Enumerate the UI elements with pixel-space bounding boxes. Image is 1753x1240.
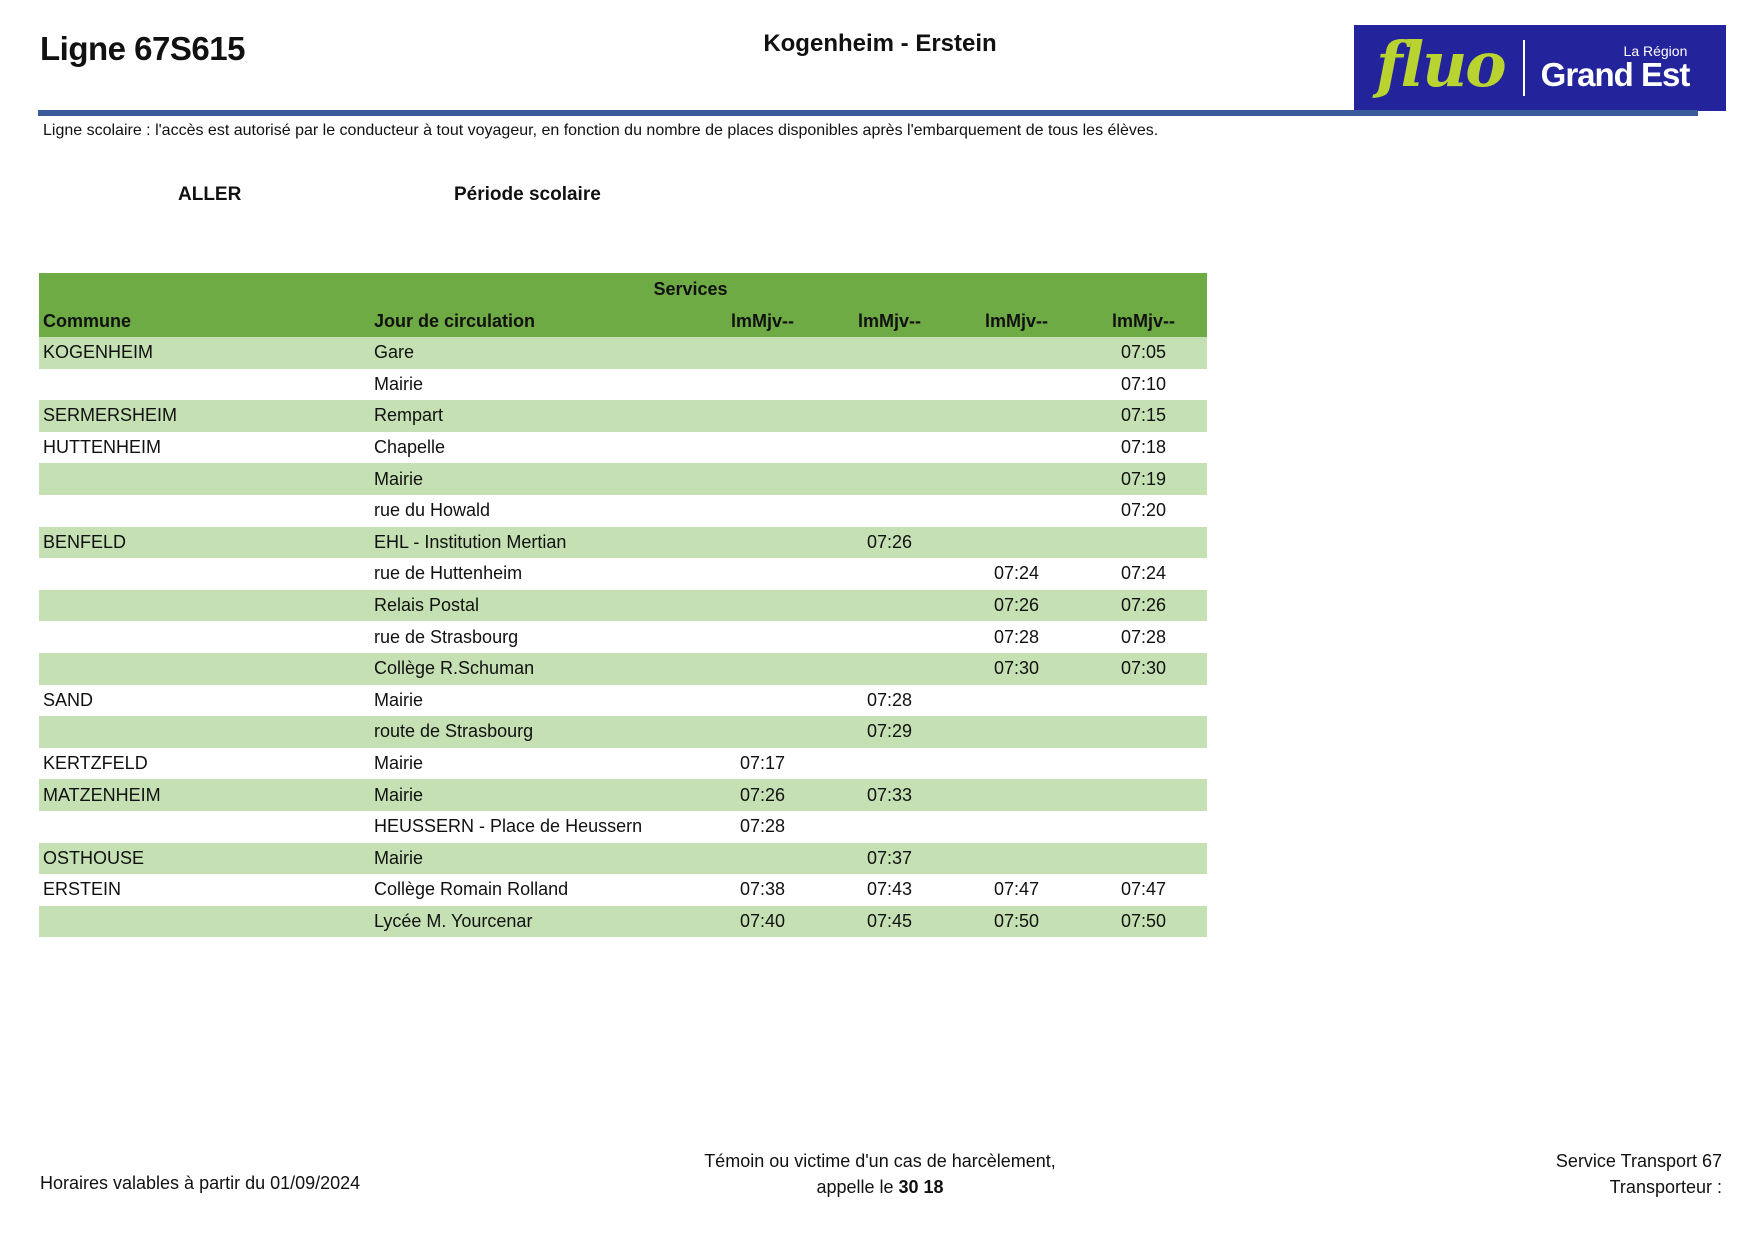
time-cell: 07:33 bbox=[866, 784, 913, 805]
time-cell bbox=[953, 400, 1080, 432]
table-row bbox=[39, 906, 1207, 938]
time-cell bbox=[699, 369, 826, 401]
fluo-logo-text: fluo bbox=[1376, 28, 1505, 101]
stop-cell: Relais Postal bbox=[374, 595, 480, 616]
time-cell: 07:28 bbox=[993, 626, 1040, 647]
stop-cell: rue de Huttenheim bbox=[374, 563, 523, 584]
table-row bbox=[39, 653, 1207, 685]
time-cell bbox=[1080, 527, 1207, 559]
time-cell bbox=[699, 590, 826, 622]
time-cell bbox=[953, 685, 1080, 717]
time-cell bbox=[826, 495, 953, 527]
time-cell: 07:26 bbox=[739, 784, 786, 805]
time-cell bbox=[953, 811, 1080, 843]
time-cell bbox=[699, 527, 826, 559]
time-cell bbox=[1080, 685, 1207, 717]
time-cell: 07:29 bbox=[866, 721, 913, 742]
commune-cell bbox=[39, 811, 374, 843]
time-cell bbox=[826, 558, 953, 590]
time-cell bbox=[953, 432, 1080, 464]
service-day-header: lmMjv-- bbox=[985, 310, 1048, 331]
time-cell bbox=[826, 621, 953, 653]
table-row bbox=[39, 463, 1207, 495]
table-row bbox=[39, 685, 1207, 717]
time-cell bbox=[953, 843, 1080, 875]
services-header-row bbox=[39, 273, 1207, 305]
time-cell: 07:26 bbox=[866, 531, 913, 552]
line-title: Ligne 67S615 bbox=[40, 30, 245, 67]
validity-date: Horaires valables à partir du 01/09/2024 bbox=[40, 1173, 361, 1193]
route-title: Kogenheim - Erstein bbox=[763, 30, 997, 57]
time-cell bbox=[953, 463, 1080, 495]
stop-cell: route de Strasbourg bbox=[374, 721, 534, 742]
time-cell: 07:50 bbox=[1120, 910, 1167, 931]
time-cell bbox=[699, 621, 826, 653]
time-cell bbox=[699, 463, 826, 495]
carrier-label: Transporteur : bbox=[1609, 1177, 1722, 1197]
services-header bbox=[39, 273, 1207, 305]
stop-column-header: Jour de circulation bbox=[374, 310, 536, 331]
timetable bbox=[39, 273, 1207, 937]
table-row bbox=[39, 558, 1207, 590]
time-cell: 07:30 bbox=[993, 658, 1040, 679]
table-row bbox=[39, 495, 1207, 527]
time-cell: 07:26 bbox=[993, 595, 1040, 616]
stop-cell: EHL - Institution Mertian bbox=[374, 531, 567, 552]
stop-cell: Gare bbox=[374, 342, 415, 363]
time-cell: 07:26 bbox=[1120, 595, 1167, 616]
time-cell: 07:20 bbox=[1120, 500, 1167, 521]
harassment-helpline bbox=[640, 1148, 1120, 1200]
table-row bbox=[39, 432, 1207, 464]
commune-column-header: Commune bbox=[43, 310, 132, 331]
service-day-header: lmMjv-- bbox=[858, 310, 921, 331]
region-logo-small: La Région bbox=[1623, 42, 1688, 59]
time-cell: 07:45 bbox=[866, 910, 913, 931]
service-name: Service Transport 67 bbox=[1555, 1151, 1722, 1171]
commune-cell: HUTTENHEIM bbox=[43, 437, 161, 458]
school-line-notice: Ligne scolaire : l'accès est autorisé par le conducteur à tout voyageur, en fonction du nombre de places disponibles après l'embarquement de tous les élèves. bbox=[43, 122, 1159, 139]
period-label: Période scolaire bbox=[454, 184, 601, 205]
commune-cell: KOGENHEIM bbox=[43, 342, 154, 363]
time-cell: 07:19 bbox=[1120, 468, 1167, 489]
table-row bbox=[39, 779, 1207, 811]
time-cell bbox=[1080, 716, 1207, 748]
time-cell: 07:15 bbox=[1120, 405, 1167, 426]
time-cell bbox=[953, 527, 1080, 559]
time-cell bbox=[953, 779, 1080, 811]
region-logo bbox=[1541, 44, 1690, 93]
time-cell bbox=[826, 369, 953, 401]
time-cell: 07:28 bbox=[739, 816, 786, 837]
time-cell bbox=[953, 748, 1080, 780]
time-cell bbox=[699, 495, 826, 527]
time-cell: 07:28 bbox=[1120, 626, 1167, 647]
table-row bbox=[39, 337, 1207, 369]
region-logo-big: Grand Est bbox=[1540, 55, 1690, 93]
time-cell: 07:47 bbox=[993, 879, 1040, 900]
stop-cell: Mairie bbox=[374, 847, 424, 868]
table-row bbox=[39, 400, 1207, 432]
time-cell bbox=[953, 716, 1080, 748]
time-cell bbox=[826, 432, 953, 464]
time-cell bbox=[826, 400, 953, 432]
commune-cell bbox=[39, 369, 374, 401]
commune-cell: BENFELD bbox=[43, 531, 127, 552]
commune-cell: SAND bbox=[43, 689, 94, 710]
stop-cell: Mairie bbox=[374, 784, 424, 805]
stop-cell: Lycée M. Yourcenar bbox=[374, 910, 533, 931]
time-cell: 07:43 bbox=[866, 879, 913, 900]
time-cell: 07:18 bbox=[1120, 437, 1167, 458]
time-cell bbox=[953, 495, 1080, 527]
table-row bbox=[39, 527, 1207, 559]
time-cell: 07:24 bbox=[993, 563, 1040, 584]
services-label: Services bbox=[653, 278, 728, 299]
table-row bbox=[39, 748, 1207, 780]
harassment-text: Témoin ou victime d'un cas de harcèlement, bbox=[704, 1151, 1056, 1171]
table-row bbox=[39, 621, 1207, 653]
time-cell: 07:50 bbox=[993, 910, 1040, 931]
table-row bbox=[39, 874, 1207, 906]
time-cell bbox=[1080, 748, 1207, 780]
commune-cell: OSTHOUSE bbox=[43, 847, 145, 868]
time-cell bbox=[826, 748, 953, 780]
commune-cell bbox=[39, 906, 374, 938]
time-cell bbox=[699, 558, 826, 590]
time-cell: 07:38 bbox=[739, 879, 786, 900]
table-row bbox=[39, 811, 1207, 843]
timetable-body bbox=[39, 337, 1207, 937]
stop-cell: Chapelle bbox=[374, 437, 446, 458]
time-cell: 07:24 bbox=[1120, 563, 1167, 584]
service-day-header: lmMjv-- bbox=[731, 310, 794, 331]
time-cell: 07:10 bbox=[1120, 373, 1167, 394]
table-row bbox=[39, 369, 1207, 401]
time-cell bbox=[699, 337, 826, 369]
harassment-call-prefix: appelle le bbox=[816, 1177, 899, 1197]
time-cell: 07:05 bbox=[1120, 342, 1167, 363]
logo-separator bbox=[1523, 40, 1525, 96]
column-header-row bbox=[39, 305, 1207, 337]
fluo-grand-est-logo bbox=[1354, 25, 1726, 111]
time-cell bbox=[826, 653, 953, 685]
commune-cell bbox=[39, 590, 374, 622]
stop-cell: Mairie bbox=[374, 689, 424, 710]
commune-cell bbox=[39, 495, 374, 527]
stop-cell: rue du Howald bbox=[374, 500, 491, 521]
harassment-call-line bbox=[640, 1174, 1120, 1200]
time-cell: 07:47 bbox=[1120, 879, 1167, 900]
time-cell bbox=[699, 400, 826, 432]
commune-cell: KERTZFELD bbox=[43, 753, 148, 774]
commune-cell bbox=[39, 463, 374, 495]
commune-cell: MATZENHEIM bbox=[43, 784, 161, 805]
service-day-header: lmMjv-- bbox=[1112, 310, 1175, 331]
time-cell: 07:28 bbox=[866, 689, 913, 710]
time-cell bbox=[1080, 843, 1207, 875]
commune-cell bbox=[39, 716, 374, 748]
time-cell bbox=[826, 590, 953, 622]
time-cell: 07:40 bbox=[739, 910, 786, 931]
time-cell bbox=[699, 685, 826, 717]
header-divider bbox=[38, 110, 1698, 116]
time-cell bbox=[699, 843, 826, 875]
table-row bbox=[39, 843, 1207, 875]
stop-cell: Rempart bbox=[374, 405, 444, 426]
stop-cell: Mairie bbox=[374, 468, 424, 489]
table-row bbox=[39, 590, 1207, 622]
commune-cell: SERMERSHEIM bbox=[43, 405, 178, 426]
stop-cell: rue de Strasbourg bbox=[374, 626, 519, 647]
stop-cell: Mairie bbox=[374, 373, 424, 394]
time-cell bbox=[699, 716, 826, 748]
time-cell bbox=[699, 653, 826, 685]
commune-cell bbox=[39, 653, 374, 685]
stop-cell: HEUSSERN - Place de Heussern bbox=[374, 816, 643, 837]
time-cell bbox=[953, 337, 1080, 369]
time-cell: 07:30 bbox=[1120, 658, 1167, 679]
table-row bbox=[39, 716, 1207, 748]
time-cell: 07:37 bbox=[866, 847, 913, 868]
stop-cell: Mairie bbox=[374, 753, 424, 774]
commune-cell bbox=[39, 558, 374, 590]
time-cell bbox=[953, 369, 1080, 401]
time-cell: 07:17 bbox=[739, 753, 786, 774]
service-info bbox=[1556, 1148, 1722, 1200]
stop-cell: Collège R.Schuman bbox=[374, 658, 535, 679]
commune-cell: ERSTEIN bbox=[43, 879, 122, 900]
time-cell bbox=[826, 463, 953, 495]
stop-cell: Collège Romain Rolland bbox=[374, 879, 569, 900]
commune-cell bbox=[39, 621, 374, 653]
helpline-number: 30 18 bbox=[898, 1177, 944, 1197]
time-cell bbox=[1080, 779, 1207, 811]
time-cell bbox=[826, 337, 953, 369]
time-cell bbox=[699, 432, 826, 464]
time-cell bbox=[1080, 811, 1207, 843]
time-cell bbox=[826, 811, 953, 843]
direction-label: ALLER bbox=[178, 184, 242, 205]
